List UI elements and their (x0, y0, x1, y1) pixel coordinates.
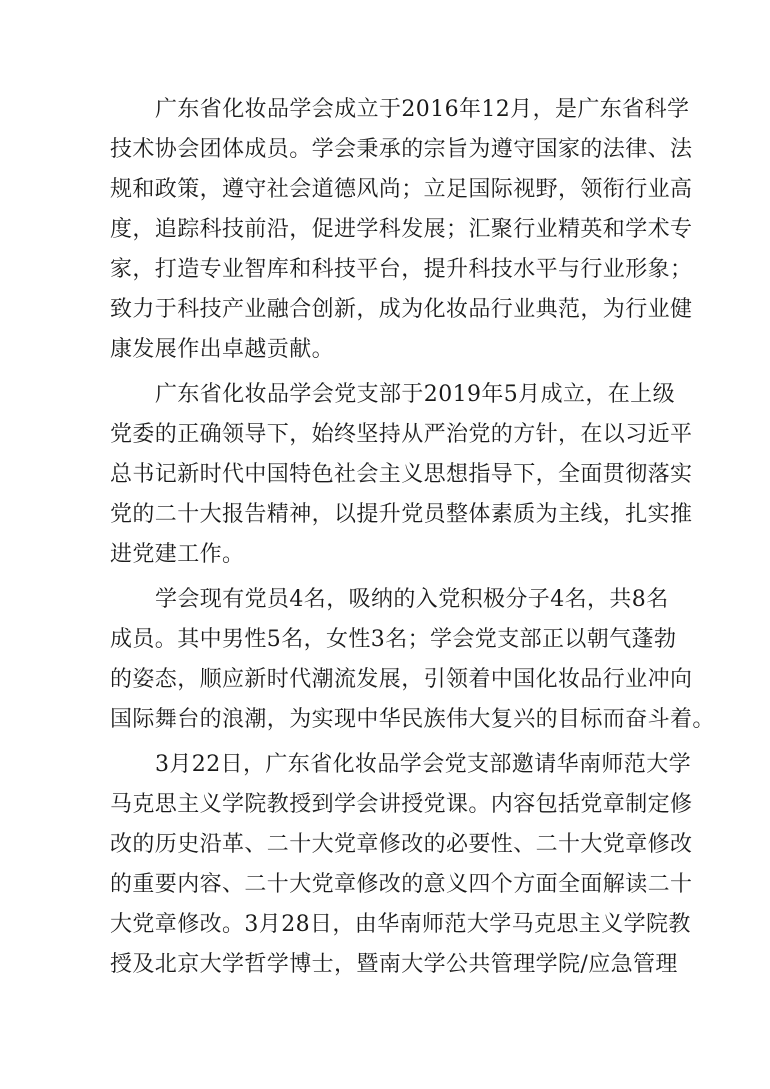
paragraph-1-line-3: 规和政策，遵守社会道德风尚；立足国际视野，领衔行业高 (110, 177, 693, 202)
paragraph-4-line-1: 3月22日，广东省化妆品学会党支部邀请华南师范大学 (155, 752, 691, 777)
paragraph-2-line-3: 总书记新时代中国特色社会主义思想指导下，全面贯彻落实 (110, 462, 693, 487)
paragraph-1-line-1: 广东省化妆品学会成立于2016年12月，是广东省科学 (155, 97, 690, 122)
paragraph-4-line-4: 的重要内容、二十大党章修改的意义四个方面全面解读二十 (110, 872, 693, 897)
paragraph-1-line-4: 度，追踪科技前沿，促进学科发展；汇聚行业精英和学术专 (110, 217, 693, 242)
paragraph-3-line-4: 国际舞台的浪潮，为实现中华民族伟大复兴的目标而奋斗着。 (110, 707, 715, 732)
paragraph-2-line-5: 进党建工作。 (110, 542, 245, 567)
paragraph-2-line-2: 党委的正确领导下，始终坚持从严治党的方针，在以习近平 (110, 422, 693, 447)
paragraph-4-line-6: 授及北京大学哲学博士，暨南大学公共管理学院/应急管理 (110, 952, 678, 977)
paragraph-3-line-3: 的姿态，顺应新时代潮流发展，引领着中国化妆品行业冲向 (110, 667, 693, 692)
paragraph-4-line-3: 改的历史沿革、二十大党章修改的必要性、二十大党章修改 (110, 832, 693, 857)
paragraph-3-line-2: 成员。其中男性5名，女性3名；学会党支部正以朝气蓬勃 (110, 627, 677, 652)
paragraph-1-line-2: 技术协会团体成员。学会秉承的宗旨为遵守国家的法律、法 (110, 137, 693, 162)
paragraph-1-line-5: 家，打造专业智库和科技平台，提升科技水平与行业形象； (110, 257, 693, 282)
paragraph-1-line-6: 致力于科技产业融合创新，成为化妆品行业典范，为行业健 (110, 297, 693, 322)
paragraph-2-line-4: 党的二十大报告精神，以提升党员整体素质为主线，扎实推 (110, 502, 693, 527)
paragraph-1-line-7: 康发展作出卓越贡献。 (110, 337, 335, 362)
paragraph-4-line-2: 马克思主义学院教授到学会讲授党课。内容包括党章制定修 (110, 792, 693, 817)
paragraph-2-line-1: 广东省化妆品学会党支部于2019年5月成立，在上级 (155, 382, 675, 407)
paragraph-4-line-5: 大党章修改。3月28日，由华南师范大学马克思主义学院教 (110, 912, 691, 937)
paragraph-3-line-1: 学会现有党员4名，吸纳的入党积极分子4名，共8名 (155, 587, 669, 612)
